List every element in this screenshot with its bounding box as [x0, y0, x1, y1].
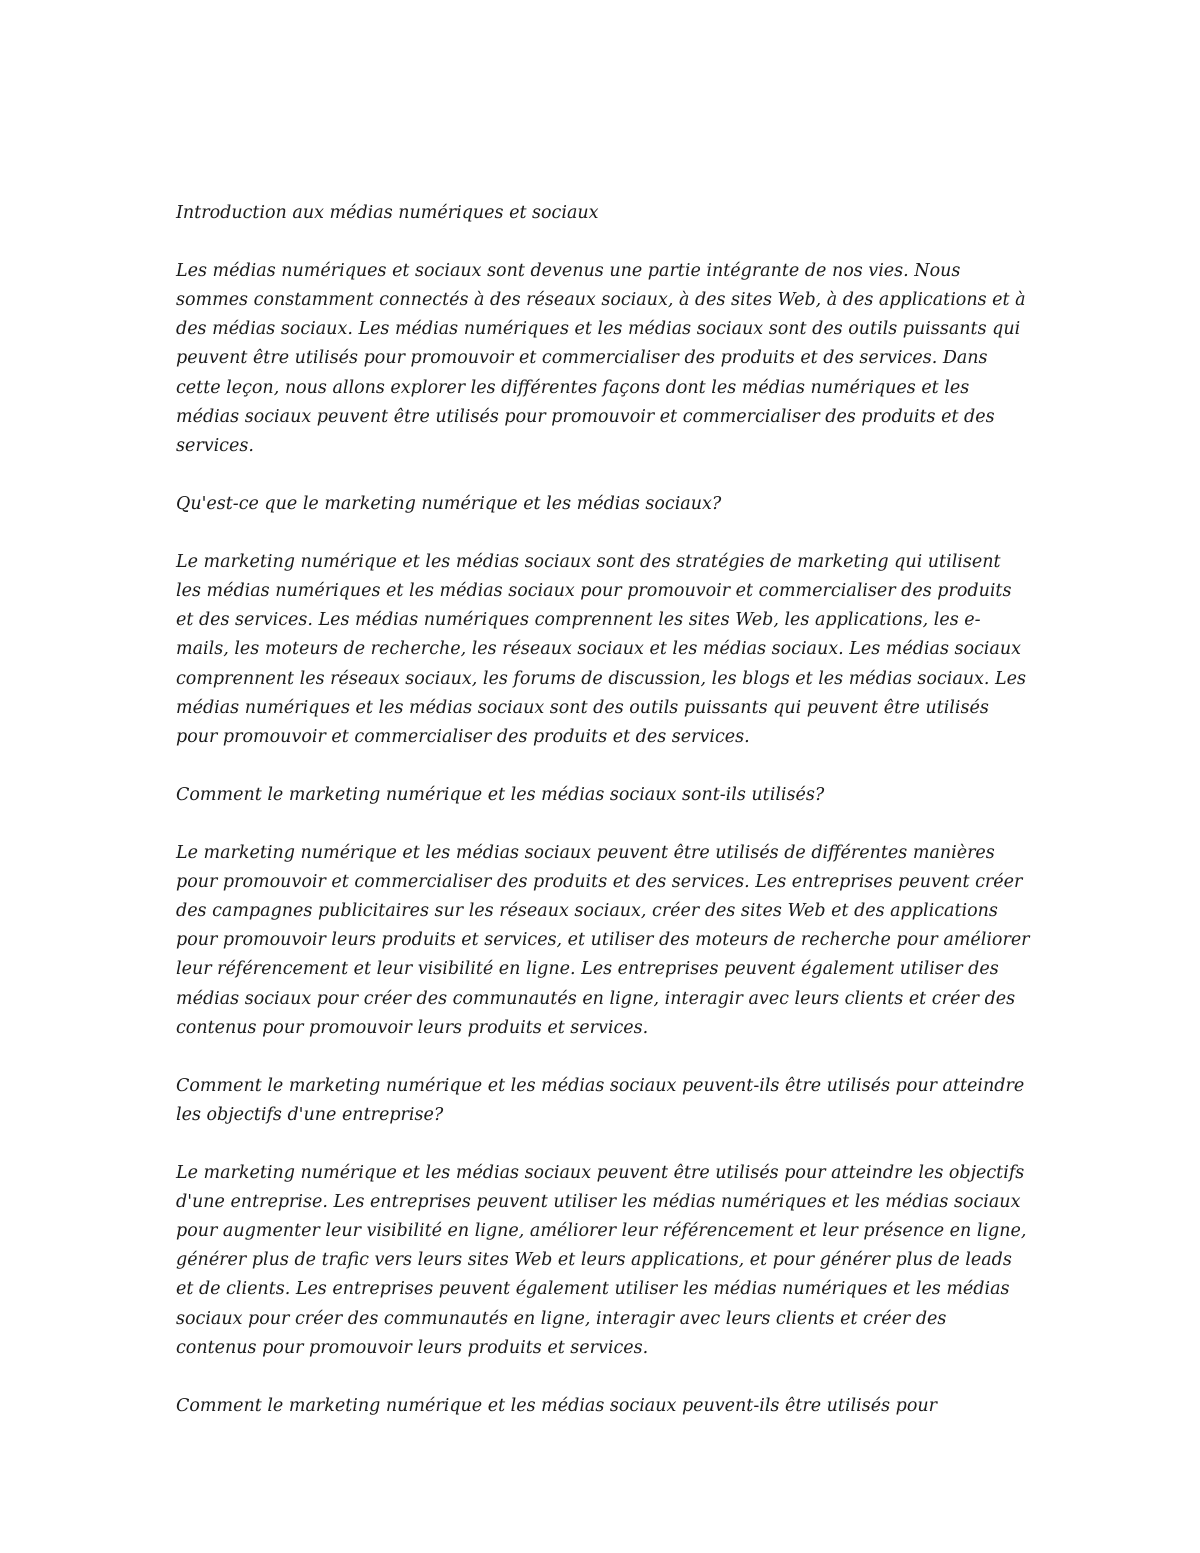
paragraph-introduction: Les médias numériques et sociaux sont devenus une partie intégrante de nos vies. Nous sommes constamment connectés à des réseaux sociaux, à des sites Web, à des applications et à des médias sociaux. Les médias numériques et les médias sociaux sont des outils puissants qui peuvent être utilisés pour promouvoir et commercialiser des produits et des services. Dans cette leçon, nous allons explorer les différentes façons dont les médias numériques et les médias sociaux peuvent être utilisés pour promouvoir et commercialiser des produits et des services.: [176, 261, 1026, 456]
section-heading-definition: Qu'est-ce que le marketing numérique et les médias sociaux?: [176, 493, 722, 514]
paragraph-definition: Le marketing numérique et les médias sociaux sont des stratégies de marketing qui utilisent les médias numériques et les médias sociaux pour promouvoir et commercialiser des produits et des services. Les médias numériques comprennent les sites Web, les applications, les e-mails, les moteurs de recherche, les réseaux sociaux et les médias sociaux. Les médias sociaux comprennent les réseaux sociaux, les forums de discussion, les blogs et les médias sociaux. Les médias numériques et les médias sociaux sont des outils puissants qui peuvent être utilisés pour promouvoir et commercialiser des produits et des services.: [176, 552, 1026, 747]
section-heading-introduction: Introduction aux médias numériques et sociaux: [176, 203, 599, 223]
section-heading-usage: Comment le marketing numérique et les médias sociaux sont-ils utilisés?: [176, 784, 825, 805]
paragraph-objectives: Le marketing numérique et les médias sociaux peuvent être utilisés pour atteindre les objectifs d'une entreprise. Les entreprises peuvent utiliser les médias numériques et les médias sociaux pour augmenter leur visibilité en ligne, améliorer leur référencement et leur présence en ligne, générer plus de trafic vers leurs sites Web et leurs applications, et pour générer plus de leads et de clients. Les entreprises peuvent également utiliser les médias numériques et les médias sociaux pour créer des communautés en ligne, interagir avec leurs clients et créer des contenus pour promouvoir leurs produits et services.: [176, 1163, 1027, 1358]
document-body: [176, 199, 1031, 1450]
paragraph-usage: Le marketing numérique et les médias sociaux peuvent être utilisés de différentes manières pour promouvoir et commercialiser des produits et des services. Les entreprises peuvent créer des campagnes publicitaires sur les réseaux sociaux, créer des sites Web et des applications pour promouvoir leurs produits et services, et utiliser des moteurs de recherche pour améliorer leur référencement et leur visibilité en ligne. Les entreprises peuvent également utiliser des médias sociaux pour créer des communautés en ligne, interagir avec leurs clients et créer des contenus pour promouvoir leurs produits et services.: [176, 843, 1030, 1038]
section-heading-truncated: Comment le marketing numérique et les médias sociaux peuvent-ils être utilisés pour: [176, 1395, 937, 1416]
section-heading-objectives: Comment le marketing numérique et les médias sociaux peuvent-ils être utilisés pour atteindre les objectifs d'une entreprise?: [176, 1075, 1025, 1125]
